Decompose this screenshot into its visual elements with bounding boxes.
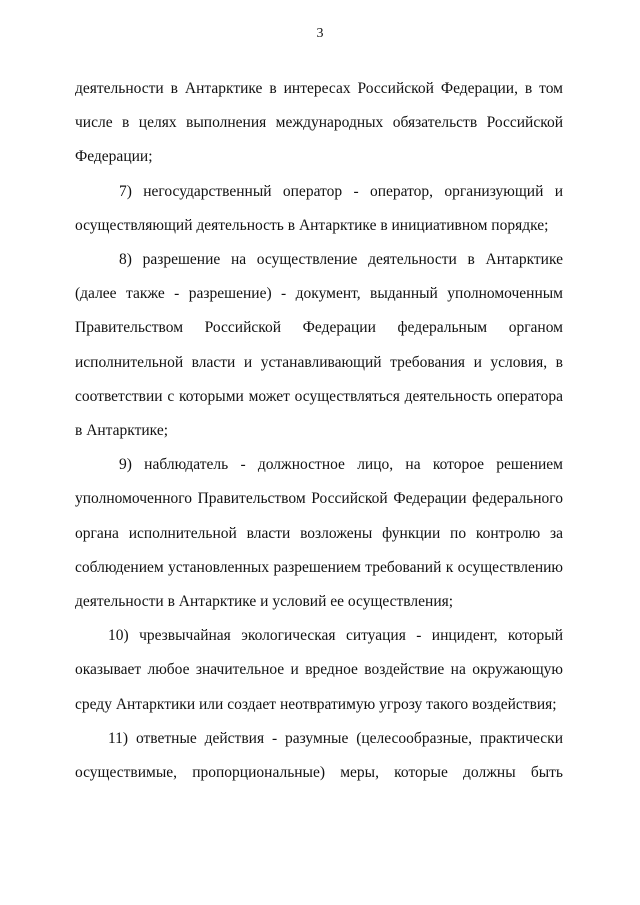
paragraph-item-10: 10) чрезвычайная экологическая ситуация - инцидент, который оказывает любое значительное и вредное воздействие на окружающую среду Антарктики или создает неотвратимую угрозу такого воздействия;: [75, 627, 563, 713]
paragraph-item-9: 9) наблюдатель - должностное лицо, на которое решением уполномоченного Правительством Российской Федерации федерального органа исполнительной власти возложены функции по контролю за соблюдением установленных разрешением требований к осуществлению деятельности в Антарктике и условий ее осуществления;: [75, 456, 563, 611]
paragraph-item-8: 8) разрешение на осуществление деятельности в Антарктике (далее также - разрешение) - документ, выданный уполномоченным Правительством Российской Федерации федеральным органом исполнительной власти и устанавливающий требования и условия, в соответствии с которыми может осуществляться деятельность оператора в Антарктике;: [75, 251, 563, 440]
document-body: [75, 72, 563, 790]
paragraph-item-7: 7) негосударственный оператор - оператор, организующий и осуществляющий деятельность в Антарктике в инициативном порядке;: [75, 182, 563, 234]
page-number: 3: [316, 26, 324, 41]
paragraph-continuation: деятельности в Антарктике в интересах Российской Федерации, в том числе в целях выполнения международных обязательств Российской Федерации;: [75, 80, 563, 166]
paragraph-item-11: 11) ответные действия - разумные (целесообразные, практически осуществимые, пропорциональные) меры, которые должны быть: [75, 729, 563, 782]
